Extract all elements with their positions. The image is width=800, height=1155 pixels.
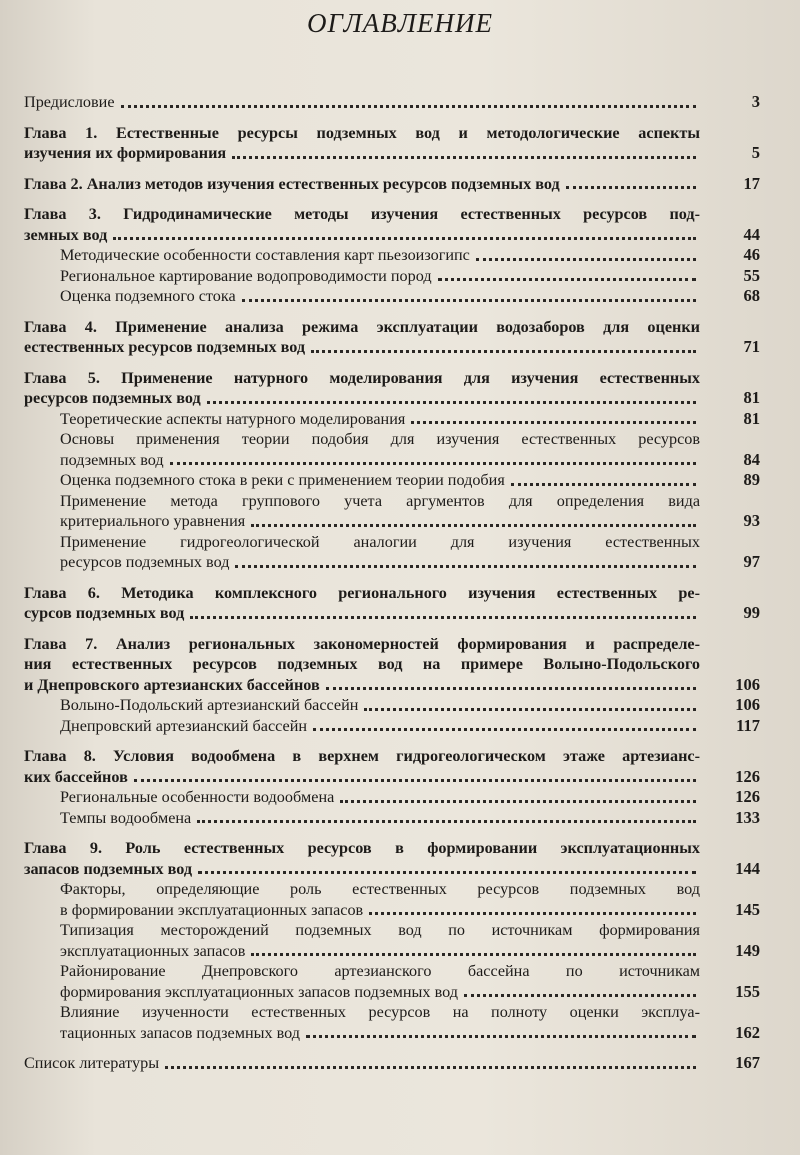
page-number: 99 [743, 603, 760, 622]
toc-section [24, 429, 760, 470]
toc-entry-text: и Днепровского артезианских бассейнов [24, 675, 320, 694]
toc-entry-text: в формировании эксплуатационных запасов [60, 900, 364, 919]
toc-entry-text: Глава 2. Анализ методов изучения естественных ресурсов подземных вод [24, 174, 560, 193]
toc-chapter [24, 634, 760, 696]
dot-leader [476, 258, 696, 261]
toc-chapter [24, 368, 760, 409]
toc-entry [24, 92, 760, 113]
toc-entry-last-line [60, 808, 760, 829]
toc-entry-last-line [60, 716, 760, 737]
toc-chapter [24, 583, 760, 624]
toc-entry-text: Волыно-Подольский артезианский бассейн [60, 696, 359, 714]
page-number: 46 [743, 245, 760, 264]
toc-section [24, 266, 760, 287]
dot-leader [165, 1066, 696, 1069]
toc-entry-text: Список литературы [24, 1054, 160, 1072]
page-number: 106 [735, 674, 760, 694]
toc-entry-last-line [60, 695, 760, 716]
toc-entry-line: Глава 9. Роль естественных ресурсов в формировании эксплуатационных [24, 839, 700, 857]
toc-entry-line: Факторы, определяющие роль естественных ресурсов подземных вод [60, 880, 700, 898]
toc-section [24, 1002, 760, 1043]
toc-entry-line: Типизация месторождений подземных вод по источникам формирования [60, 921, 700, 939]
toc-entry-line: Глава 7. Анализ региональных закономерностей формирования и распределе- [24, 634, 700, 653]
dot-leader [566, 186, 696, 189]
toc-entry-line: Районирование Днепровского артезианского бассейна по источникам [60, 962, 700, 980]
page-number: 81 [743, 408, 760, 428]
page-number: 117 [736, 715, 760, 735]
toc-entry-last-line [24, 174, 760, 195]
toc-chapter [24, 838, 760, 879]
toc-entry-line: Глава 6. Методика комплексного регионального изучения естественных ре- [24, 583, 700, 602]
toc-entry-text: Оценка подземного стока в реки с применением теории подобия [60, 471, 505, 489]
toc-entry-line: Глава 4. Применение анализа режима эксплуатации водозаборов для оценки [24, 317, 700, 336]
toc-section [24, 716, 760, 737]
dot-leader [207, 401, 696, 404]
page-number: 149 [735, 940, 760, 960]
dot-leader [134, 779, 696, 782]
toc-entry-last-line [60, 511, 760, 532]
toc-chapter [24, 204, 760, 245]
toc-entry-last-line [60, 450, 760, 471]
toc-entry-last-line [60, 787, 760, 808]
toc-entry-line: Влияние изученности естественных ресурсов на полноту оценки эксплуа- [60, 1003, 700, 1021]
dot-leader [369, 912, 696, 915]
toc-entry-last-line [24, 603, 760, 624]
page-number: 81 [743, 388, 760, 407]
dot-leader [190, 616, 696, 619]
dot-leader [113, 237, 696, 240]
toc-section [24, 245, 760, 266]
toc-section [24, 961, 760, 1002]
toc-entry-last-line [60, 982, 760, 1003]
dot-leader [311, 350, 696, 353]
toc-entry-last-line [60, 470, 760, 491]
dot-leader [170, 462, 696, 465]
toc-entry-last-line [24, 388, 760, 409]
toc-entry-line: ния естественных ресурсов подземных вод на примере Волыно-Подольского [24, 655, 700, 673]
toc-chapter [24, 746, 760, 787]
toc-entry-last-line [24, 859, 760, 880]
page-number: 5 [751, 143, 760, 162]
dot-leader [464, 994, 696, 997]
page-number: 167 [735, 1053, 760, 1072]
page-number: 71 [743, 337, 760, 356]
page-title: ОГЛАВЛЕНИЕ [306, 8, 494, 38]
toc-entry-last-line [24, 1053, 760, 1074]
page-number: 126 [735, 766, 760, 786]
dot-leader [251, 953, 696, 956]
dot-leader [242, 299, 696, 302]
toc-entry-last-line [24, 92, 760, 113]
page-number: 89 [743, 470, 760, 489]
toc-entry-last-line [60, 900, 760, 921]
page-number: 133 [735, 807, 760, 827]
page-number: 126 [735, 787, 760, 806]
toc-entry-text: земных вод [24, 225, 108, 244]
toc-entry-last-line [60, 266, 760, 287]
toc-entry-line: Глава 5. Применение натурного моделирования для изучения естественных [24, 368, 700, 387]
toc-entry-last-line [60, 1023, 760, 1044]
toc-section [24, 532, 760, 573]
toc-entry-last-line [24, 337, 760, 358]
dot-leader [438, 278, 696, 281]
toc-section [24, 787, 760, 808]
toc-entry-last-line [24, 675, 760, 696]
table-of-contents [24, 92, 760, 1074]
page-number: 68 [743, 286, 760, 305]
toc-section [24, 808, 760, 829]
dot-leader [326, 687, 696, 690]
toc-entry-text: Методические особенности составления карт пьезоизогипс [60, 246, 470, 264]
page-number: 106 [735, 695, 760, 714]
toc-chapter [24, 317, 760, 358]
toc-entry-last-line [60, 409, 760, 430]
toc-entry-text: тационных запасов подземных вод [60, 1023, 301, 1042]
toc-entry-text: сурсов подземных вод [24, 604, 185, 622]
dot-leader [411, 421, 696, 424]
page-number: 84 [743, 449, 760, 469]
toc-entry-text: Региональные особенности водообмена [60, 788, 335, 806]
toc-chapter [24, 123, 760, 164]
toc-entry-text: ресурсов подземных вод [24, 389, 201, 407]
toc-entry-text: Предисловие [24, 93, 115, 111]
toc-section [24, 470, 760, 491]
toc-entry-line: Применение гидрогеологической аналогии для изучения естественных [60, 532, 700, 551]
dot-leader [232, 156, 696, 159]
page-number: 17 [743, 173, 760, 193]
toc-entry-last-line [24, 143, 760, 164]
toc-entry-text: Темпы водообмена [60, 808, 192, 827]
toc-entry-line: Основы применения теории подобия для изучения естественных ресурсов [60, 430, 700, 448]
page-number: 162 [735, 1022, 760, 1042]
toc-entry-line: Глава 8. Условия водообмена в верхнем гидрогеологическом этаже артезианс- [24, 747, 700, 765]
dot-leader [251, 524, 696, 527]
toc-entry-last-line [60, 552, 760, 573]
toc-entry-last-line [24, 767, 760, 788]
toc-section [24, 920, 760, 961]
toc-entry-text: изучения их формирования [24, 144, 227, 162]
dot-leader [235, 565, 696, 568]
toc-entry-line: Глава 1. Естественные ресурсы подземных вод и методологические аспекты [24, 123, 700, 142]
dot-leader [121, 105, 696, 108]
page-number: 144 [735, 858, 760, 878]
page-number: 3 [751, 92, 760, 111]
page-number: 55 [743, 265, 760, 285]
toc-entry-text: Теоретические аспекты натурного моделирования [60, 409, 406, 428]
dot-leader [313, 728, 696, 731]
toc-section [24, 879, 760, 920]
dot-leader [306, 1035, 696, 1038]
page-number: 44 [743, 224, 760, 244]
toc-entry-text: подземных вод [60, 450, 164, 469]
toc-entry-line: Глава 3. Гидродинамические методы изучения естественных ресурсов под- [24, 205, 700, 223]
dot-leader [511, 483, 696, 486]
toc-entry-text: Днепровский артезианский бассейн [60, 716, 308, 735]
toc-entry-last-line [60, 245, 760, 266]
page-number: 155 [735, 981, 760, 1001]
toc-entry-text: ресурсов подземных вод [60, 553, 230, 571]
toc-section [24, 286, 760, 307]
dot-leader [364, 708, 696, 711]
toc-entry-text: Региональное картирование водопроводимости пород [60, 266, 432, 285]
toc-section [24, 491, 760, 532]
toc-entry-text: эксплуатационных запасов [60, 941, 246, 960]
toc-entry-text: критериального уравнения [60, 512, 246, 530]
page-number: 145 [735, 899, 760, 919]
toc-entry-text: формирования эксплуатационных запасов подземных вод [60, 982, 458, 1001]
toc-section [24, 695, 760, 716]
toc-entry-last-line [60, 286, 760, 307]
toc-entry-last-line [24, 225, 760, 246]
toc-entry-text: естественных ресурсов подземных вод [24, 338, 306, 356]
toc-entry-text: запасов подземных вод [24, 859, 193, 878]
toc-chapter [24, 174, 760, 195]
toc-entry-line: Применение метода группового учета аргументов для определения вида [60, 491, 700, 510]
toc-section [24, 409, 760, 430]
page-number: 97 [743, 552, 760, 571]
dot-leader [340, 800, 696, 803]
toc-entry-text: Оценка подземного стока [60, 287, 236, 305]
toc-entry-last-line [60, 941, 760, 962]
dot-leader [197, 820, 696, 823]
toc-entry [24, 1053, 760, 1074]
page-number: 93 [743, 511, 760, 530]
dot-leader [198, 871, 696, 874]
toc-entry-text: ких бассейнов [24, 767, 128, 786]
